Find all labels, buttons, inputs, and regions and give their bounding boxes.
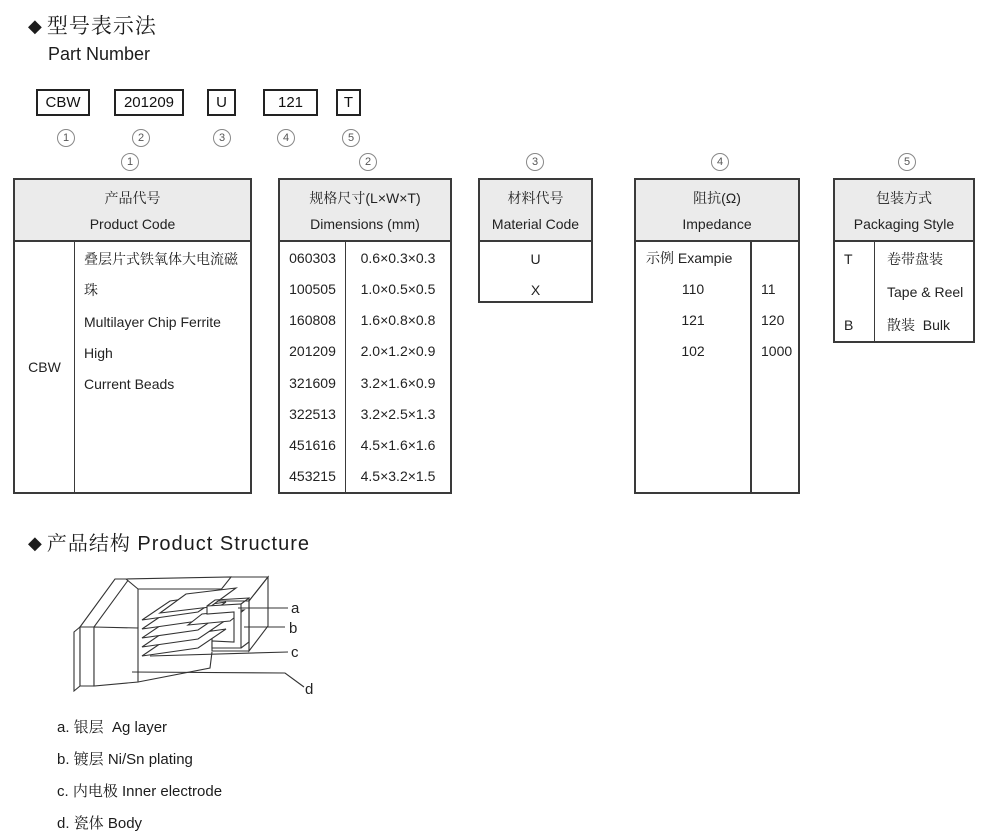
product-code-value: CBW [15,242,75,492]
size-value: 1.6×0.8×0.8 [360,312,436,329]
size-code: 201209 [280,336,346,367]
packaging-code [835,275,875,308]
pn-segment-material: U [207,89,236,116]
product-structure-title: 产品结构 Product Structure [46,533,311,555]
impedance-header-cn: 阻抗(Ω) [693,190,741,206]
impedance-code: 110 [681,280,705,297]
dimensions-header-en: Dimensions (mm) [310,216,420,232]
packaging-code: T [835,242,875,275]
part-number-heading-cn [28,10,157,40]
dimensions-table [278,178,452,494]
impedance-table-header [636,180,798,242]
table-index-5: 5 [898,153,916,171]
table-index-1: 1 [121,153,139,171]
pn-segment-impedance: 121 [263,89,318,116]
pn-segment-packaging: T [336,89,361,116]
size-value: 3.2×1.6×0.9 [360,374,436,391]
legend-ag-layer: a. 银层 Ag layer [57,719,168,736]
impedance-code: 102 [681,343,705,360]
table-row [280,367,450,398]
legend-body: d. 瓷体 Body [57,815,143,832]
material-code-table-body [480,242,591,306]
impedance-table-body [636,242,798,492]
pn-index-1: 1 [57,129,75,147]
table-row [835,308,973,341]
legend-ni-sn-plating: b. 镀层 Ni/Sn plating [57,751,193,768]
table-row [280,336,450,367]
table-row [280,461,450,492]
impedance-column-divider [750,242,752,492]
size-code: 321609 [280,367,346,398]
product-code-desc-en2: Current Beads [84,376,175,393]
packaging-header-cn: 包装方式 [876,190,932,206]
table-row [280,430,450,461]
material-code-table-header [480,180,591,242]
size-value: 1.0×0.5×0.5 [360,280,436,297]
size-value: 2.0×1.2×0.9 [360,343,436,360]
product-code-table-body [15,242,250,492]
size-value: 4.5×1.6×1.6 [360,437,436,454]
impedance-ohms: 11 [761,280,776,297]
size-value: 4.5×3.2×1.5 [360,468,436,485]
product-code-header-cn: 产品代号 [104,190,161,206]
packaging-table [833,178,975,343]
label-c: c [291,644,299,661]
material-code-table [478,178,593,303]
label-a: a [291,600,300,617]
table-row [280,242,450,273]
packaging-desc: 散装 Bulk [887,316,951,333]
product-code-header-en: Product Code [89,216,176,232]
product-structure-heading [28,527,310,556]
legend-inner-electrode: c. 内电极 Inner electrode [57,783,223,800]
packaging-table-header [835,180,973,242]
table-row [835,242,973,275]
table-row [636,305,798,336]
size-code: 453215 [280,461,346,492]
material-header-cn: 材料代号 [507,190,564,206]
size-value: 0.6×0.3×0.3 [360,249,436,266]
table-row [280,273,450,304]
table-index-2: 2 [359,153,377,171]
impedance-code: 121 [681,312,705,329]
diamond-icon: ◆ [28,16,43,36]
material-header-en: Material Code [491,216,580,232]
dimensions-table-body [280,242,450,492]
label-d: d [305,681,314,698]
dimensions-table-header [280,180,450,242]
impedance-table [634,178,800,494]
size-code: 100505 [280,273,346,304]
packaging-table-body [835,242,973,341]
dimensions-header-cn: 规格尺寸(L×W×T) [309,190,421,206]
diamond-icon: ◆ [28,533,43,553]
part-number-title-cn: 型号表示法 [46,15,157,38]
table-row [636,242,798,273]
size-value: 3.2×2.5×1.3 [360,405,436,422]
table-index-4: 4 [711,153,729,171]
size-code: 322513 [280,398,346,429]
product-code-table-header [15,180,250,242]
product-code-desc-cn: 叠层片式铁氧体大电流磁珠 [84,251,238,299]
packaging-desc: 卷带盘装 [887,250,943,267]
table-index-3: 3 [526,153,544,171]
packaging-header-en: Packaging Style [853,216,955,232]
pn-index-2: 2 [132,129,150,147]
table-row [636,336,798,367]
product-code-description [75,242,250,492]
impedance-ohms: 1000 [761,343,793,360]
table-row [636,273,798,304]
product-code-desc-en1: Multilayer Chip Ferrite High [84,313,221,361]
pn-index-3: 3 [213,129,231,147]
product-code-table [13,178,252,494]
product-structure-diagram [60,556,340,706]
pn-index-4: 4 [277,129,295,147]
pn-segment-dimensions: 201209 [114,89,184,116]
table-row [280,305,450,336]
size-code: 451616 [280,430,346,461]
size-code: 060303 [280,242,346,273]
pn-segment-product-code: CBW [36,89,90,116]
impedance-example-label: 示例 Exampie [646,249,733,266]
material-code-u: U [530,251,541,267]
table-row [280,398,450,429]
material-code-x: X [530,282,541,298]
packaging-code: B [835,308,875,341]
pn-index-5: 5 [342,129,360,147]
part-number-heading-en: Part Number [48,44,151,64]
impedance-header-en: Impedance [682,216,752,232]
size-code: 160808 [280,305,346,336]
packaging-desc: Tape & Reel [887,283,964,300]
label-b: b [289,620,298,637]
table-row [835,275,973,308]
impedance-ohms: 120 [761,312,785,329]
